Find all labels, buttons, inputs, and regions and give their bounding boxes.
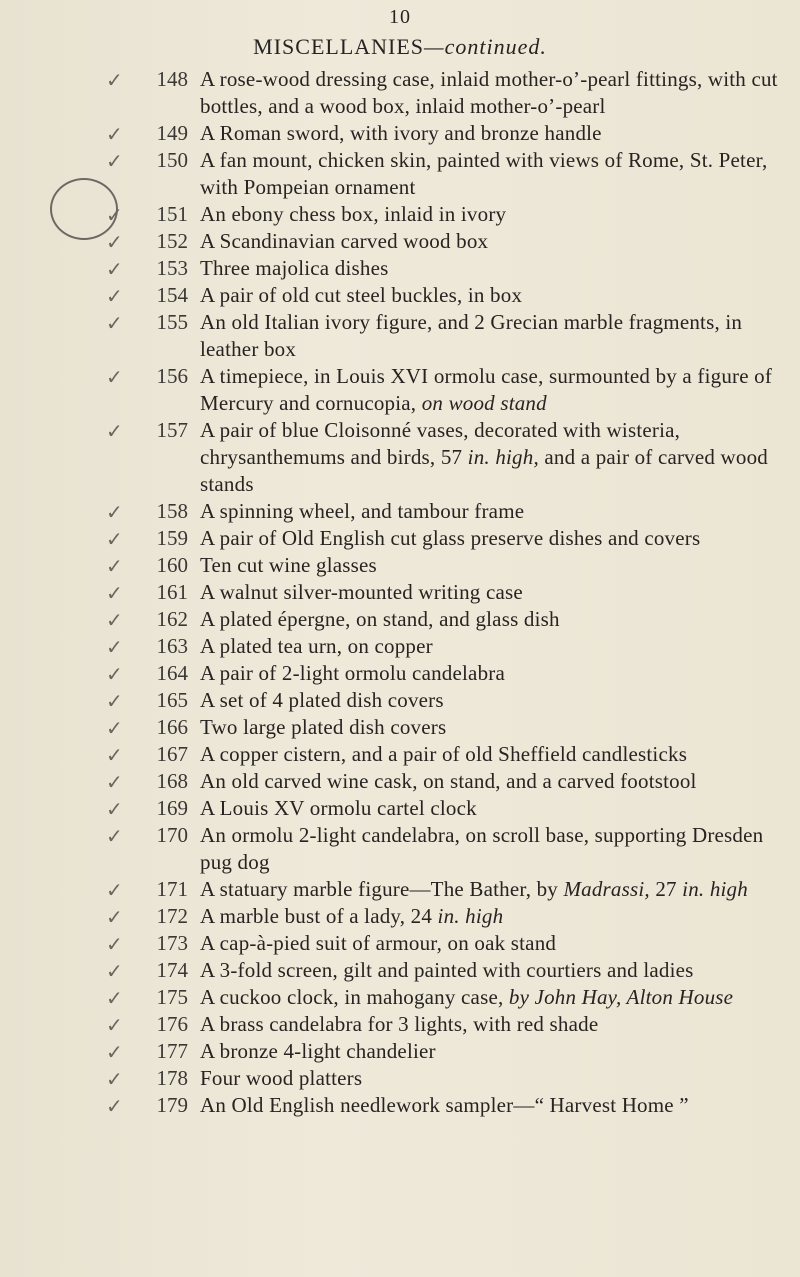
lot-number: 164 xyxy=(156,661,188,685)
lot-description xyxy=(200,768,780,795)
lot-text-text: A walnut silver-mounted writing case xyxy=(200,580,523,604)
lot-description xyxy=(200,228,780,255)
lot-row xyxy=(106,741,780,768)
lot-row xyxy=(106,147,780,201)
section-heading xyxy=(0,34,800,60)
pencil-tick-mark: ✓ xyxy=(106,1094,123,1118)
lot-text-text: A pair of blue Cloisonné vases, decorated with wisteria, chrysanthemums and birds, 57 xyxy=(200,418,681,469)
lot-description xyxy=(200,633,780,660)
lot-text-text: A 3-fold screen, gilt and painted with courtiers and ladies xyxy=(200,958,694,982)
lot-number: 168 xyxy=(156,769,188,793)
lot-description xyxy=(200,795,780,822)
lot-list xyxy=(106,66,780,1119)
lot-number: 148 xyxy=(156,67,188,91)
lot-text-text: A copper cistern, and a pair of old Sheffield candlesticks xyxy=(200,742,688,766)
lot-row xyxy=(106,417,780,498)
pencil-tick-mark: ✓ xyxy=(106,527,123,551)
lot-number: 173 xyxy=(156,931,188,955)
lot-number: 178 xyxy=(156,1066,188,1090)
lot-text-text: Ten cut wine glasses xyxy=(200,553,377,577)
lot-description xyxy=(200,660,780,687)
lot-text-text: A rose-wood dressing case, inlaid mother-o’-pearl fittings, with cut bottles, and a wood box, inlaid mother-o’-pearl xyxy=(200,67,778,118)
lot-text-text: A cap-à-pied suit of armour, on oak stand xyxy=(200,931,557,955)
lot-row xyxy=(106,606,780,633)
lot-number: 159 xyxy=(156,526,188,550)
lot-description xyxy=(200,309,780,363)
lot-row xyxy=(106,1011,780,1038)
pencil-tick-mark: ✓ xyxy=(106,365,123,389)
lot-text-text: A brass candelabra for 3 lights, with red shade xyxy=(200,1012,599,1036)
pencil-tick-mark: ✓ xyxy=(106,284,123,308)
pencil-tick-mark: ✓ xyxy=(106,689,123,713)
lot-text-text: A set of 4 plated dish covers xyxy=(200,688,444,712)
pencil-tick-mark: ✓ xyxy=(106,905,123,929)
lot-text-after: and a pair of carved wood stands xyxy=(200,445,769,496)
lot-description xyxy=(200,147,780,201)
lot-text-text: An ebony chess box, inlaid in ivory xyxy=(200,202,507,226)
lot-description xyxy=(200,579,780,606)
pencil-tick-mark: ✓ xyxy=(106,230,123,254)
pencil-tick-mark: ✓ xyxy=(106,311,123,335)
lot-description xyxy=(200,363,780,417)
lot-row xyxy=(106,498,780,525)
pencil-tick-mark: ✓ xyxy=(106,932,123,956)
pencil-tick-mark: ✓ xyxy=(106,797,123,821)
pencil-tick-mark: ✓ xyxy=(106,1040,123,1064)
pencil-tick-mark: ✓ xyxy=(106,581,123,605)
page-number: 10 xyxy=(389,6,411,28)
lot-text-text: Two large plated dish covers xyxy=(200,715,447,739)
lot-text-text: A Roman sword, with ivory and bronze handle xyxy=(200,121,602,145)
lot-description xyxy=(200,984,780,1011)
lot-text-italic: Madrassi, xyxy=(558,877,650,901)
lot-number: 157 xyxy=(156,418,188,442)
pencil-tick-mark: ✓ xyxy=(106,608,123,632)
lot-description xyxy=(200,525,780,552)
lot-number: 166 xyxy=(156,715,188,739)
heading-title: MISCELLANIES xyxy=(253,34,425,59)
lot-number: 176 xyxy=(156,1012,188,1036)
lot-description xyxy=(200,1065,780,1092)
lot-number: 175 xyxy=(156,985,188,1009)
heading-suffix: —continued. xyxy=(424,34,547,59)
lot-row xyxy=(106,363,780,417)
lot-description xyxy=(200,687,780,714)
lot-row xyxy=(106,120,780,147)
lot-row xyxy=(106,687,780,714)
lot-description xyxy=(200,903,780,930)
lot-text-italic: by John Hay, Alton House xyxy=(503,985,734,1009)
lot-number: 153 xyxy=(156,256,188,280)
lot-description xyxy=(200,876,780,903)
lot-description xyxy=(200,417,780,498)
pencil-tick-mark: ✓ xyxy=(106,878,123,902)
lot-number: 171 xyxy=(156,877,188,901)
pencil-tick-mark: ✓ xyxy=(106,959,123,983)
lot-row xyxy=(106,633,780,660)
lot-number: 162 xyxy=(156,607,188,631)
pencil-tick-mark: ✓ xyxy=(106,716,123,740)
lot-number: 151 xyxy=(156,202,188,226)
lot-row xyxy=(106,903,780,930)
lot-row xyxy=(106,930,780,957)
lot-number: 154 xyxy=(156,283,188,307)
lot-text-italic: in. high xyxy=(432,904,504,928)
lot-number: 150 xyxy=(156,148,188,172)
lot-number: 152 xyxy=(156,229,188,253)
lot-text-text: A marble bust of a lady, 24 xyxy=(200,904,433,928)
lot-number: 170 xyxy=(156,823,188,847)
lot-description xyxy=(200,120,780,147)
lot-row xyxy=(106,525,780,552)
pencil-tick-mark: ✓ xyxy=(106,149,123,173)
lot-text-text: A pair of Old English cut glass preserve dishes and covers xyxy=(200,526,701,550)
lot-row xyxy=(106,1038,780,1065)
lot-description xyxy=(200,606,780,633)
lot-row xyxy=(106,957,780,984)
lot-number: 172 xyxy=(156,904,188,928)
lot-row xyxy=(106,1092,780,1119)
lot-text-text: A Scandinavian carved wood box xyxy=(200,229,489,253)
lot-row xyxy=(106,984,780,1011)
lot-row xyxy=(106,1065,780,1092)
lot-text-text: A cuckoo clock, in mahogany case, xyxy=(200,985,504,1009)
lot-row xyxy=(106,309,780,363)
pencil-tick-mark: ✓ xyxy=(106,419,123,443)
pencil-tick-mark: ✓ xyxy=(106,1013,123,1037)
pencil-tick-mark: ✓ xyxy=(106,662,123,686)
lot-number: 179 xyxy=(156,1093,188,1117)
lot-description xyxy=(200,822,780,876)
lot-row xyxy=(106,282,780,309)
lot-row xyxy=(106,579,780,606)
lot-description xyxy=(200,741,780,768)
lot-text-text: A pair of old cut steel buckles, in box xyxy=(200,283,523,307)
lot-text-text: A timepiece, in Louis XVI ormolu case, surmounted by a figure of Mercury and cornucopia, xyxy=(200,364,773,415)
pencil-tick-mark: ✓ xyxy=(106,203,123,227)
lot-description xyxy=(200,714,780,741)
lot-text-text: Four wood platters xyxy=(200,1066,363,1090)
lot-row xyxy=(106,660,780,687)
lot-text-text: An old carved wine cask, on stand, and a carved footstool xyxy=(200,769,697,793)
lot-text-italic: on wood stand xyxy=(416,391,547,415)
lot-description xyxy=(200,255,780,282)
pencil-tick-mark: ✓ xyxy=(106,635,123,659)
lot-number: 149 xyxy=(156,121,188,145)
lot-row xyxy=(106,876,780,903)
pencil-tick-mark: ✓ xyxy=(106,743,123,767)
lot-text-text: A spinning wheel, and tambour frame xyxy=(200,499,525,523)
lot-description xyxy=(200,282,780,309)
lot-description xyxy=(200,957,780,984)
lot-description xyxy=(200,930,780,957)
lot-row xyxy=(106,201,780,228)
lot-row xyxy=(106,768,780,795)
lot-row xyxy=(106,714,780,741)
lot-row xyxy=(106,822,780,876)
lot-text-italic2: in. high xyxy=(676,877,748,901)
lot-number: 165 xyxy=(156,688,188,712)
pencil-tick-mark: ✓ xyxy=(106,770,123,794)
pencil-tick-mark: ✓ xyxy=(106,824,123,848)
lot-description xyxy=(200,201,780,228)
lot-text-text: A fan mount, chicken skin, painted with views of Rome, St. Peter, with Pompeian ornament xyxy=(200,148,768,199)
lot-description xyxy=(200,1011,780,1038)
lot-number: 177 xyxy=(156,1039,188,1063)
pencil-tick-mark: ✓ xyxy=(106,500,123,524)
pencil-tick-mark: ✓ xyxy=(106,1067,123,1091)
pencil-tick-mark: ✓ xyxy=(106,122,123,146)
pencil-tick-mark: ✓ xyxy=(106,68,123,92)
lot-text-text: A Louis XV ormolu cartel clock xyxy=(200,796,477,820)
lot-number: 156 xyxy=(156,364,188,388)
lot-number: 163 xyxy=(156,634,188,658)
lot-text-text: A pair of 2-light ormolu candelabra xyxy=(200,661,505,685)
lot-number: 155 xyxy=(156,310,188,334)
lot-text-text: A statuary marble figure—The Bather, by xyxy=(200,877,559,901)
lot-text-text: Three majolica dishes xyxy=(200,256,389,280)
lot-row xyxy=(106,795,780,822)
pencil-tick-mark: ✓ xyxy=(106,554,123,578)
lot-text-italic: in. high, xyxy=(462,445,539,469)
lot-row xyxy=(106,552,780,579)
lot-description xyxy=(200,498,780,525)
lot-number: 167 xyxy=(156,742,188,766)
lot-row xyxy=(106,66,780,120)
lot-row xyxy=(106,255,780,282)
lot-text-text: An old Italian ivory figure, and 2 Grecian marble fragments, in leather box xyxy=(200,310,743,361)
lot-text-text: A plated épergne, on stand, and glass dish xyxy=(200,607,560,631)
lot-row xyxy=(106,228,780,255)
pencil-tick-mark: ✓ xyxy=(106,986,123,1010)
lot-number: 174 xyxy=(156,958,188,982)
lot-text-text: An Old English needlework sampler—“ Harvest Home ” xyxy=(200,1093,689,1117)
lot-description xyxy=(200,552,780,579)
lot-number: 169 xyxy=(156,796,188,820)
lot-text-text: An ormolu 2-light candelabra, on scroll base, supporting Dresden pug dog xyxy=(200,823,764,874)
lot-description xyxy=(200,1092,780,1119)
lot-text-after: 27 xyxy=(649,877,677,901)
lot-number: 158 xyxy=(156,499,188,523)
lot-text-text: A plated tea urn, on copper xyxy=(200,634,433,658)
lot-number: 160 xyxy=(156,553,188,577)
lot-text-text: A bronze 4-light chandelier xyxy=(200,1039,436,1063)
lot-description xyxy=(200,1038,780,1065)
lot-number: 161 xyxy=(156,580,188,604)
pencil-tick-mark: ✓ xyxy=(106,257,123,281)
lot-description xyxy=(200,66,780,120)
